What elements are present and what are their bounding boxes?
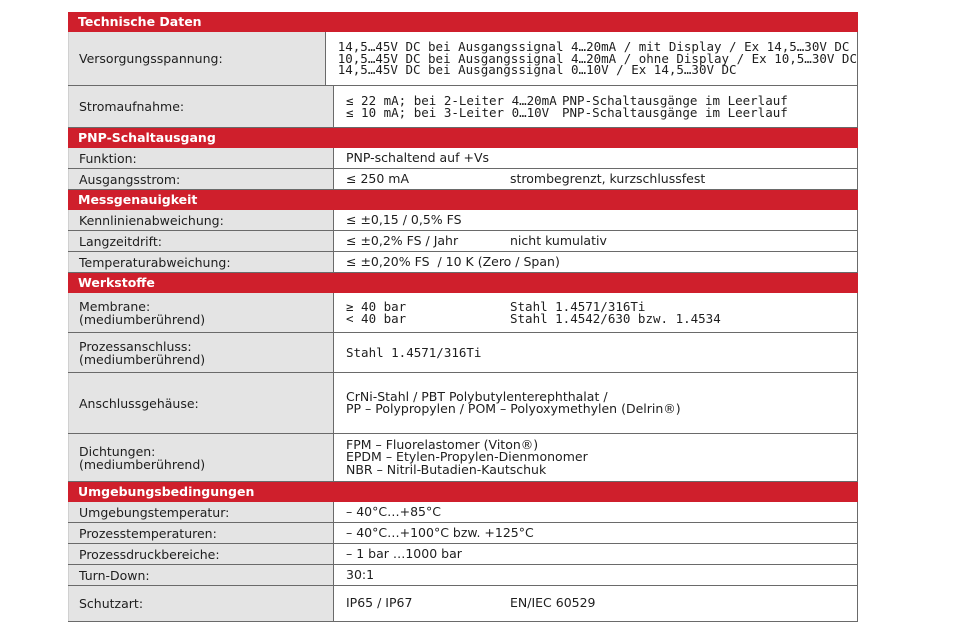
row-membrane — [68, 293, 858, 333]
row-umgebungstemperatur — [68, 502, 858, 523]
value-line: CrNi-Stahl / PBT Polybutylenterephthalat / — [346, 388, 608, 404]
row-schutzart — [68, 586, 858, 622]
value-text: Stahl 1.4571/316Ti — [346, 344, 482, 360]
value-text: – 1 bar …1000 bar — [346, 545, 462, 561]
label-text: Dichtungen: — [79, 443, 156, 459]
row-anschlussgehaeuse — [68, 373, 858, 434]
row-temperaturabweichung — [68, 252, 858, 273]
value-line: 14,5…45V DC bei Ausgangssignal 4…20mA / mit Display / Ex 14,5…30V DC — [337, 39, 850, 55]
value-note: nicht kumulativ — [510, 232, 607, 248]
value-text: – 40°C…+85°C — [346, 503, 441, 519]
label-kennlinienabweichung — [68, 210, 333, 230]
label-langzeitdrift — [68, 231, 333, 251]
label-text: Membrane: — [79, 298, 151, 314]
row-turn-down — [68, 565, 858, 586]
value-cell: ≤ 10 mA; bei 3-Leiter 0…10V — [346, 104, 550, 120]
value-line: NBR – Nitril-Butadien-Kautschuk — [346, 461, 547, 477]
row-dichtungen — [68, 434, 858, 482]
label-text: Prozessdruckbereiche: — [79, 546, 220, 562]
label-versorgungsspannung — [68, 32, 325, 85]
technical-data-table — [68, 12, 858, 622]
value-langzeitdrift — [333, 231, 858, 251]
value-prozessdruckbereiche — [333, 544, 858, 564]
value-text: 30:1 — [346, 566, 375, 582]
label-temperaturabweichung — [68, 252, 333, 272]
label-anschlussgehaeuse — [68, 373, 333, 433]
label-text: Schutzart: — [79, 596, 144, 611]
value-text: PNP-schaltend auf +Vs — [346, 149, 490, 165]
section-header-messgenauigkeit: Messgenauigkeit — [68, 190, 858, 210]
row-kennlinienabweichung — [68, 210, 858, 231]
label-subtext: (mediumberührend) — [79, 311, 206, 327]
value-note: strombegrenzt, kurzschlussfest — [510, 170, 706, 186]
value-turn-down — [333, 565, 858, 585]
label-text: Stromaufnahme: — [79, 99, 185, 114]
row-ausgangsstrom — [68, 169, 858, 190]
value-note: EN/IEC 60529 — [510, 595, 596, 611]
value-line — [346, 597, 857, 610]
value-dichtungen — [333, 434, 858, 481]
label-text: Anschlussgehäuse: — [79, 395, 199, 411]
label-subtext: (mediumberührend) — [79, 456, 206, 472]
section-header-pnp-schaltausgang: PNP-Schaltausgang — [68, 128, 858, 148]
value-cell: ≤ 250 mA — [346, 170, 410, 186]
row-stromaufnahme — [68, 86, 858, 128]
label-membrane — [68, 293, 333, 332]
value-schutzart — [333, 586, 858, 621]
label-text: Prozesstemperaturen: — [79, 525, 217, 541]
value-membrane — [333, 293, 858, 332]
value-funktion — [333, 148, 858, 168]
label-stromaufnahme — [68, 86, 333, 127]
value-cell: < 40 bar — [346, 310, 407, 326]
label-text: Versorgungsspannung: — [79, 51, 223, 66]
value-line: EPDM – Etylen-Propylen-Dienmonomer — [346, 449, 588, 465]
value-cell: PNP-Schaltausgänge im Leerlauf — [562, 93, 788, 108]
value-cell: Stahl 1.4571/316Ti — [510, 299, 646, 314]
label-prozesstemperaturen — [68, 523, 333, 543]
section-header-technische-daten: Technische Daten — [68, 12, 858, 32]
row-langzeitdrift — [68, 231, 858, 252]
value-cell: IP65 / IP67 — [346, 595, 413, 611]
value-umgebungstemperatur — [333, 502, 858, 522]
value-ausgangsstrom — [333, 169, 858, 189]
label-funktion — [68, 148, 333, 168]
label-dichtungen — [68, 434, 333, 481]
value-cell: ≥ 40 bar — [346, 299, 407, 314]
value-prozesstemperaturen — [333, 523, 858, 543]
value-text: ≤ ±0,15 / 0,5% FS — [346, 211, 462, 227]
label-turn-down — [68, 565, 333, 585]
value-anschlussgehaeuse — [333, 373, 858, 433]
label-prozessdruckbereiche — [68, 544, 333, 564]
label-umgebungstemperatur — [68, 502, 333, 522]
value-cell: Stahl 1.4542/630 bzw. 1.4534 — [510, 310, 721, 326]
value-line: 10,5…45V DC bei Ausgangssignal 4…20mA / ohne Display / Ex 10,5…30V DC — [337, 50, 857, 66]
value-versorgungsspannung — [325, 32, 858, 85]
label-prozessanschluss — [68, 333, 333, 372]
label-schutzart — [68, 586, 333, 621]
value-line — [346, 310, 857, 326]
label-text: Kennlinienabweichung: — [79, 212, 224, 228]
label-text: Ausgangsstrom: — [79, 171, 181, 187]
label-subtext: (mediumberührend) — [79, 351, 206, 367]
value-line: 14,5…45V DC bei Ausgangssignal 0…10V / Ex 14,5…30V DC — [337, 62, 737, 78]
value-cell: ≤ ±0,2% FS / Jahr — [346, 232, 459, 248]
label-text: Temperaturabweichung: — [79, 254, 231, 270]
value-cell: PNP-Schaltausgänge im Leerlauf — [562, 104, 788, 120]
value-cell: ≤ 22 mA; bei 2-Leiter 4…20mA — [346, 93, 557, 108]
value-kennlinienabweichung — [333, 210, 858, 230]
value-prozessanschluss — [333, 333, 858, 372]
label-text: Umgebungstemperatur: — [79, 504, 230, 520]
row-prozessdruckbereiche — [68, 544, 858, 565]
value-text: – 40°C…+100°C bzw. +125°C — [346, 524, 534, 540]
value-line — [346, 232, 857, 248]
label-ausgangsstrom — [68, 169, 333, 189]
row-versorgungsspannung — [68, 32, 858, 86]
value-line — [346, 104, 857, 120]
section-header-werkstoffe: Werkstoffe — [68, 273, 858, 293]
label-text: Funktion: — [79, 150, 137, 166]
label-text: Langzeitdrift: — [79, 233, 162, 249]
section-header-umgebungsbedingungen: Umgebungsbedingungen — [68, 482, 858, 502]
value-line — [346, 170, 857, 186]
row-prozesstemperaturen — [68, 523, 858, 544]
row-prozessanschluss — [68, 333, 858, 373]
row-funktion — [68, 148, 858, 169]
label-text: Prozessanschluss: — [79, 338, 192, 354]
value-line: FPM – Fluorelastomer (Viton®) — [346, 436, 539, 452]
value-temperaturabweichung — [333, 252, 858, 272]
value-line: PP – Polypropylen / POM – Polyoxymethylen (Delrin®) — [346, 401, 681, 416]
label-text: Turn-Down: — [79, 567, 150, 583]
value-text: ≤ ±0,20% FS / 10 K (Zero / Span) — [346, 253, 560, 269]
value-stromaufnahme — [333, 86, 858, 127]
